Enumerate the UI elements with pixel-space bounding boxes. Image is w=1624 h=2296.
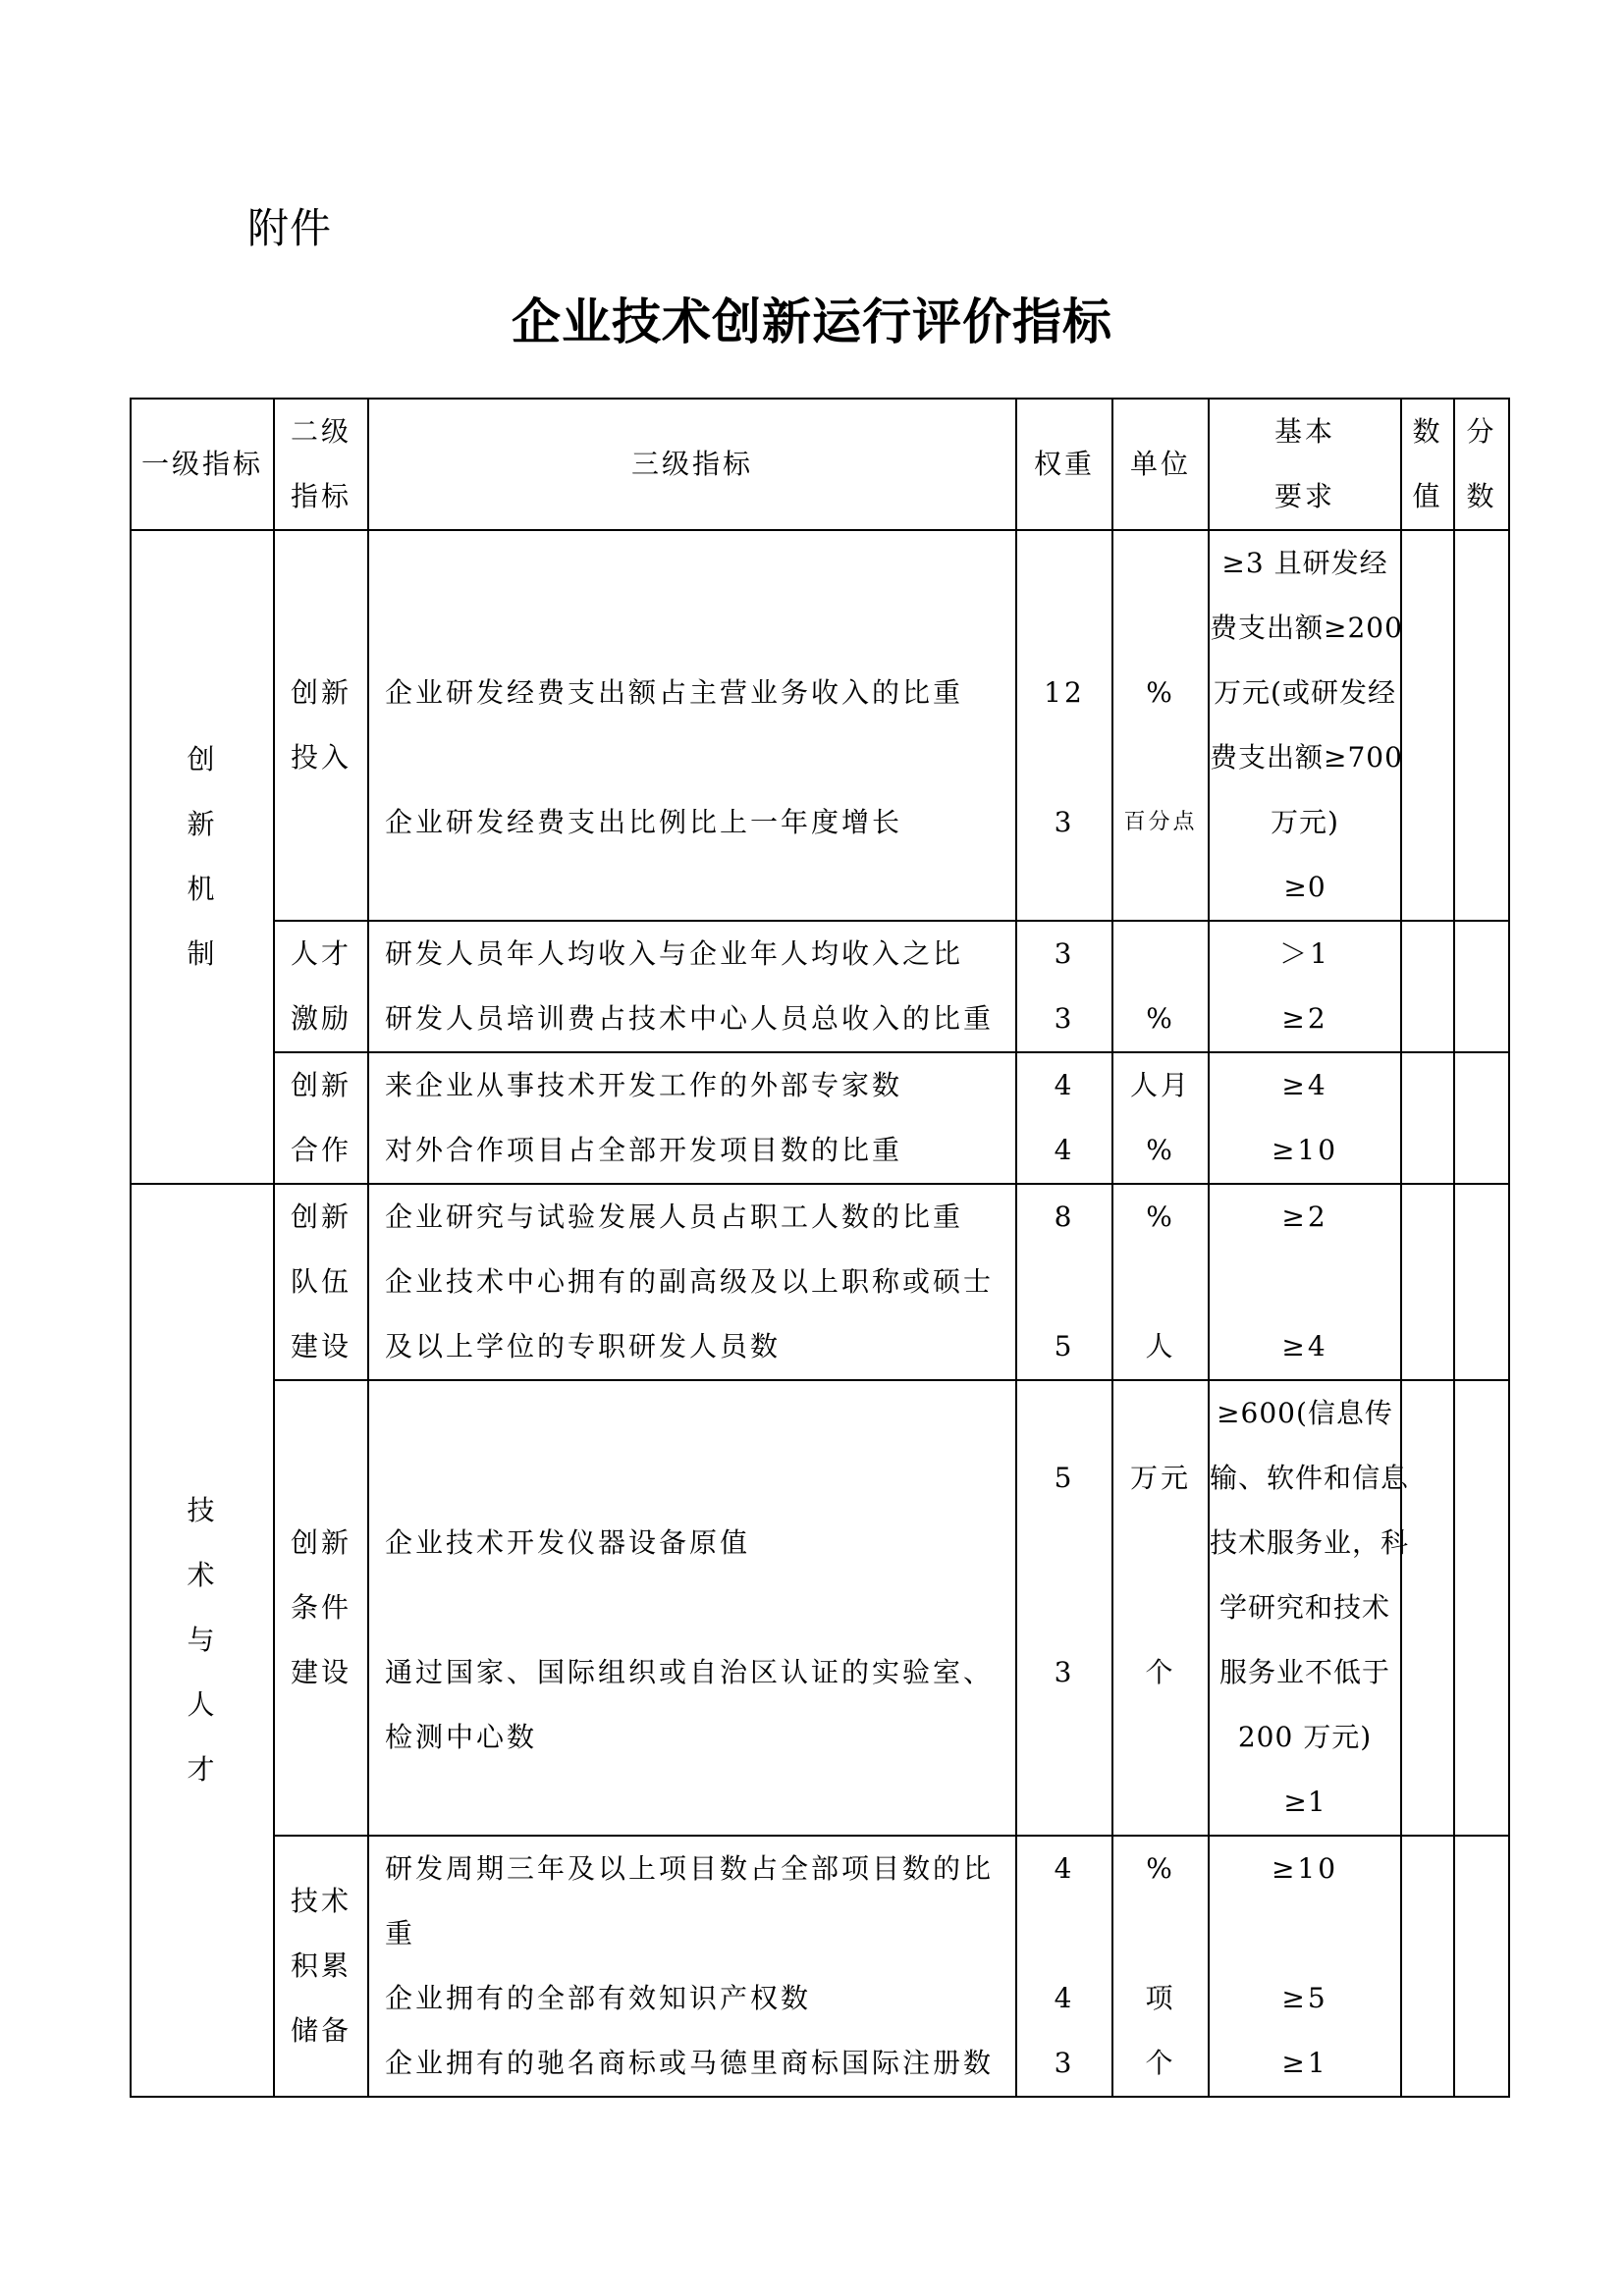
header-level3: 三级指标	[368, 399, 1016, 530]
table-row	[131, 1380, 1509, 1836]
level2-condition-building: 创新 条件 建设	[274, 1380, 368, 1836]
unit-cell: 万元 个	[1112, 1380, 1209, 1836]
unit-cell: %	[1112, 921, 1209, 1052]
weight-cell: 4 4	[1016, 1052, 1112, 1184]
requirement-cell: ≥3 且研发经 费支出额≥200 万元(或研发经 费支出额≥700 万元) ≥0	[1209, 530, 1401, 921]
header-level2: 二级 指标	[274, 399, 368, 530]
header-row	[131, 399, 1509, 530]
level2-technology-reserve: 技术 积累 储备	[274, 1836, 368, 2097]
value-cell[interactable]	[1401, 921, 1454, 1052]
indicator-table	[130, 398, 1510, 2098]
level1-technology-and-talent: 技 术 与 人 才	[131, 1184, 274, 2097]
score-cell[interactable]	[1454, 1380, 1509, 1836]
score-cell[interactable]	[1454, 1052, 1509, 1184]
level3-cell: 企业研究与试验发展人员占职工人数的比重 企业技术中心拥有的副高级及以上职称或硕士 及以上学位的专职研发人员数	[368, 1184, 1016, 1380]
value-cell[interactable]	[1401, 1184, 1454, 1380]
header-score: 分 数	[1454, 399, 1509, 530]
level3-cell: 研发人员年人均收入与企业年人均收入之比 研发人员培训费占技术中心人员总收入的比重	[368, 921, 1016, 1052]
header-weight: 权重	[1016, 399, 1112, 530]
requirement-cell: ≥2 ≥4	[1209, 1184, 1401, 1380]
header-unit: 单位	[1112, 399, 1209, 530]
requirement-cell: ≥4 ≥10	[1209, 1052, 1401, 1184]
weight-cell: 4 4 3	[1016, 1836, 1112, 2097]
header-value: 数 值	[1401, 399, 1454, 530]
level3-cell: 企业研发经费支出额占主营业务收入的比重 企业研发经费支出比例比上一年度增长	[368, 530, 1016, 921]
score-cell[interactable]	[1454, 921, 1509, 1052]
level3-cell: 企业技术开发仪器设备原值 通过国家、国际组织或自治区认证的实验室、 检测中心数	[368, 1380, 1016, 1836]
unit-cell: % 项 个	[1112, 1836, 1209, 2097]
level3-cell: 来企业从事技术开发工作的外部专家数 对外合作项目占全部开发项目数的比重	[368, 1052, 1016, 1184]
unit-cell: % 百分点	[1112, 530, 1209, 921]
value-cell[interactable]	[1401, 1052, 1454, 1184]
table-row	[131, 1836, 1509, 2097]
level2-innovation-investment: 创新 投入	[274, 530, 368, 921]
unit-cell: 人月 %	[1112, 1052, 1209, 1184]
weight-cell: 12 3	[1016, 530, 1112, 921]
requirement-cell: ≥600(信息传 输、软件和信息 技术服务业，科 学研究和技术 服务业不低于 200 万元) ≥1	[1209, 1380, 1401, 1836]
score-cell[interactable]	[1454, 1184, 1509, 1380]
header-level1: 一级指标	[131, 399, 274, 530]
level3-cell: 研发周期三年及以上项目数占全部项目数的比 重 企业拥有的全部有效知识产权数 企业拥有的驰名商标或马德里商标国际注册数	[368, 1836, 1016, 2097]
level2-talent-incentive: 人才 激励	[274, 921, 368, 1052]
document-title: 企业技术创新运行评价指标	[512, 293, 1112, 350]
header-requirement: 基本 要求	[1209, 399, 1401, 530]
score-cell[interactable]	[1454, 1836, 1509, 2097]
table-row	[131, 921, 1509, 1052]
score-cell[interactable]	[1454, 530, 1509, 921]
level2-team-building: 创新 队伍 建设	[274, 1184, 368, 1380]
level2-innovation-cooperation: 创新 合作	[274, 1052, 368, 1184]
table-row	[131, 1184, 1509, 1380]
value-cell[interactable]	[1401, 530, 1454, 921]
weight-cell: 5 3	[1016, 1380, 1112, 1836]
table-row	[131, 530, 1509, 921]
requirement-cell: ＞1 ≥2	[1209, 921, 1401, 1052]
requirement-cell: ≥10 ≥5 ≥1	[1209, 1836, 1401, 2097]
weight-cell: 3 3	[1016, 921, 1112, 1052]
unit-cell: % 人	[1112, 1184, 1209, 1380]
level1-innovation-mechanism: 创 新 机 制	[131, 530, 274, 1184]
value-cell[interactable]	[1401, 1836, 1454, 2097]
attachment-label: 附件	[247, 204, 333, 252]
table-row	[131, 1052, 1509, 1184]
value-cell[interactable]	[1401, 1380, 1454, 1836]
weight-cell: 8 5	[1016, 1184, 1112, 1380]
